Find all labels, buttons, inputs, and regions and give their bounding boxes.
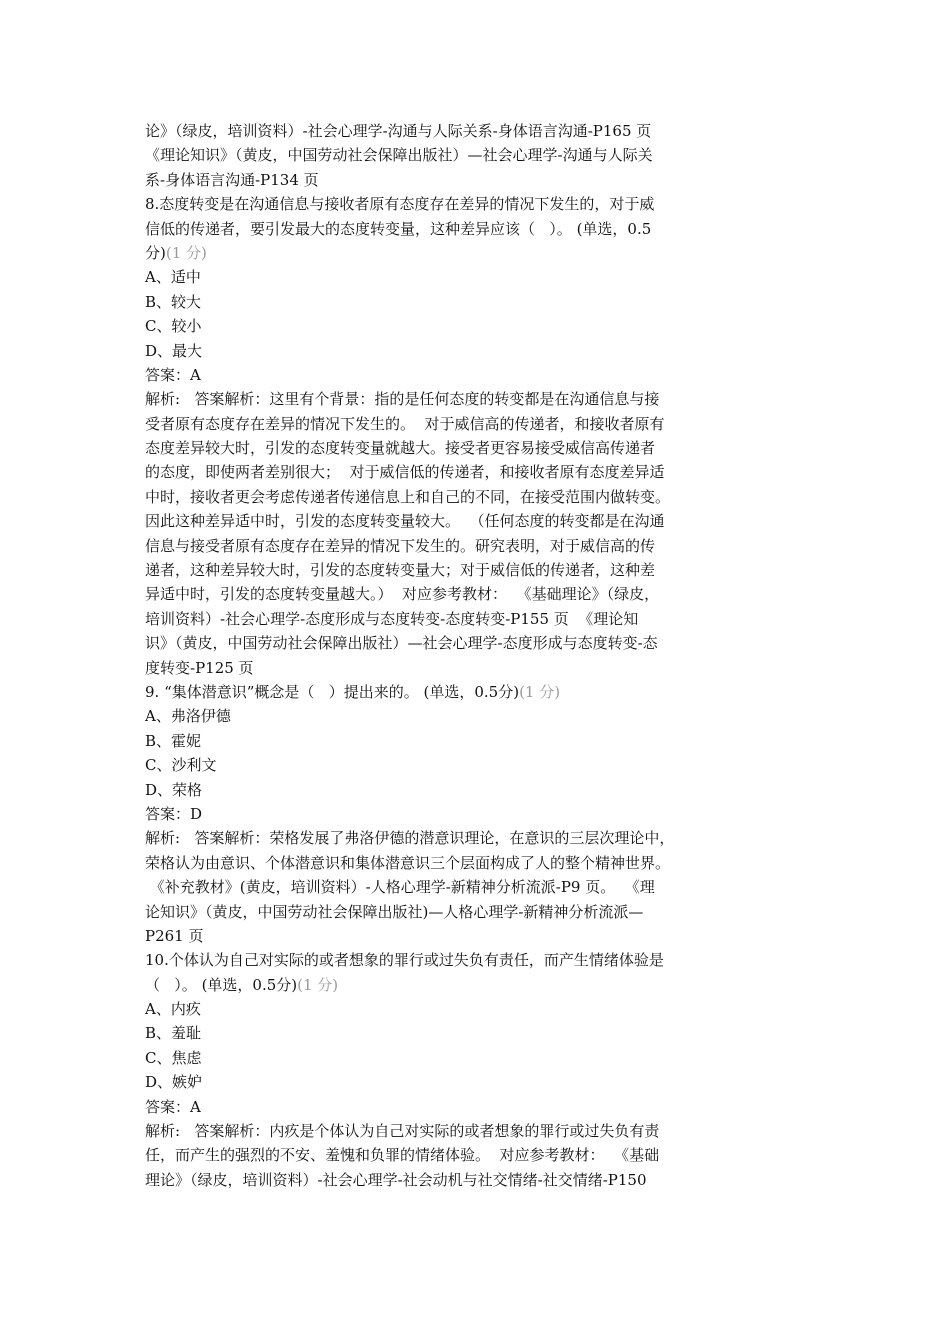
analysis-line: 《补充教材》(黄皮，培训资料）-人格心理学-新精神分析流派-P9 页。 《理	[145, 878, 655, 897]
analysis-line: P261 页	[145, 926, 204, 945]
analysis-line: 度转变-P125 页	[145, 658, 254, 677]
option-b: B、羞耻	[145, 1024, 202, 1043]
option-c: C、沙利文	[145, 756, 217, 775]
option-d: D、嫉妒	[145, 1073, 203, 1092]
document-page	[145, 119, 813, 1192]
question-stem: 9. “集体潜意识”概念是（ ）提出来的。 (单选，0.5分)	[145, 682, 520, 701]
option-c: C、较小	[145, 317, 202, 336]
analysis-line: 论知识》（黄皮，中国劳动社会保障出版社)—人格心理学-新精神分析流派—	[145, 902, 644, 921]
option-a: A、适中	[145, 268, 201, 287]
question-stem: 分)	[145, 243, 166, 262]
analysis-line: 异适中时，引发的态度转变量越大。） 对应参考教材： 《基础理论》（绿皮，	[145, 585, 660, 604]
question-stem: （ ）。 (单选，0.5分)	[145, 975, 298, 994]
option-b: B、较大	[145, 292, 202, 311]
score-label: (1 分)	[519, 682, 561, 701]
analysis-line: 递者，这种差异较大时，引发的态度转变量大；对于威信低的传递者，这种差	[145, 561, 656, 580]
question-stem-last	[145, 973, 813, 997]
question-10	[145, 948, 813, 1192]
analysis-line: 信息与接受者原有态度存在差异的情况下发生的。研究表明，对于威信高的传	[145, 536, 656, 555]
text-line: 系-身体语言沟通-P134 页	[145, 170, 319, 189]
analysis-line: 培训资料）-社会心理学-态度形成与态度转变-态度转变-P155 页 《理论知	[145, 609, 639, 628]
option-a: A、弗洛伊德	[145, 707, 231, 726]
question-9	[145, 680, 813, 948]
option-a: A、内疚	[145, 1000, 201, 1019]
question-stem: 信低的传递者，要引发最大的态度转变量，这种差异应该（ ）。 (单选，0.5	[145, 219, 652, 238]
analysis-line: 理论》（绿皮，培训资料）-社会心理学-社会动机与社交情绪-社交情绪-P150	[145, 1170, 647, 1189]
analysis-line: 任，而产生的强烈的不安、羞愧和负罪的情绪体验。 对应参考教材： 《基础	[145, 1146, 660, 1165]
prev-explanation-tail	[145, 119, 813, 192]
question-8	[145, 192, 813, 680]
analysis-line: 的态度，即使两者差别很大； 对于威信低的传递者，和接收者原有态度差异适	[145, 463, 665, 482]
analysis-line: 态度差异较大时，引发的态度转变量就越大。接受者更容易接受威信高传递者	[145, 439, 656, 458]
option-b: B、霍妮	[145, 731, 202, 750]
analysis-line: 因此这种差异适中时，引发的态度转变量较大。 （任何态度的转变都是在沟通	[145, 512, 665, 531]
text-line: 论》（绿皮，培训资料）-社会心理学-沟通与人际关系-身体语言沟通-P165 页	[145, 122, 652, 140]
answer: 答案：A	[145, 365, 201, 384]
answer: 答案：A	[145, 1097, 201, 1116]
answer: 答案：D	[145, 804, 203, 823]
question-stem-last	[145, 241, 813, 265]
analysis-line: 识》（黄皮，中国劳动社会保障出版社）—社会心理学-态度形成与态度转变-态	[145, 634, 658, 653]
question-stem: 10.个体认为自己对实际的或者想象的罪行或过失负有责任，而产生情绪体验是	[145, 951, 664, 970]
question-stem: 8.态度转变是在沟通信息与接收者原有态度存在差异的情况下发生的，对于威	[145, 195, 655, 214]
question-stem-last	[145, 680, 813, 704]
option-d: D、荣格	[145, 780, 203, 799]
text-line: 《理论知识》（黄皮，中国劳动社会保障出版社）—社会心理学-沟通与人际关	[145, 146, 653, 165]
analysis-line: 荣格认为由意识、个体潜意识和集体潜意识三个层面构成了人的整个精神世界。	[145, 853, 671, 872]
score-label: (1 分)	[165, 243, 207, 262]
analysis-line: 解析: 答案解析：这里有个背景：指的是任何态度的转变都是在沟通信息与接	[145, 390, 660, 409]
option-c: C、焦虑	[145, 1048, 202, 1067]
analysis-line: 受者原有态度存在差异的情况下发生的。 对于威信高的传递者，和接收者原有	[145, 414, 665, 433]
analysis-line: 中时，接收者更会考虑传递者传递信息上和自己的不同，在接受范围内做转变。	[145, 487, 671, 506]
score-label: (1 分)	[297, 975, 339, 994]
option-d: D、最大	[145, 341, 203, 360]
analysis-line: 解析: 答案解析：荣格发展了弗洛伊德的潜意识理论，在意识的三层次理论中，	[145, 829, 675, 848]
analysis-line: 解析: 答案解析：内疚是个体认为自己对实际的或者想象的罪行或过失负有责	[145, 1122, 660, 1141]
